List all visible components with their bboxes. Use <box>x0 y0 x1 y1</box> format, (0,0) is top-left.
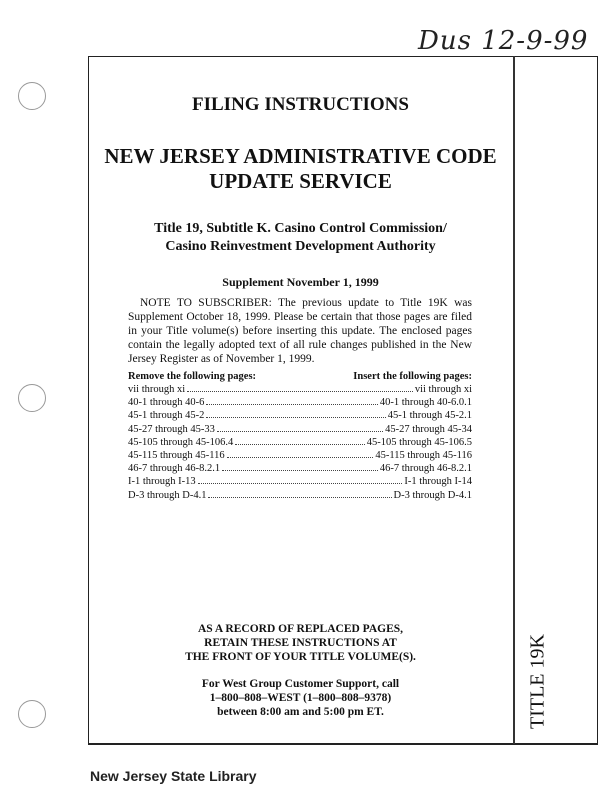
dot-leader <box>227 456 374 458</box>
table-row <box>128 489 472 502</box>
code-name <box>88 144 513 194</box>
insert-pages: I-1 through I-14 <box>404 476 472 488</box>
code-name-line: UPDATE SERVICE <box>209 169 392 193</box>
dot-leader <box>206 403 377 405</box>
handwritten-date-note: Dus 12-9-99 <box>418 26 589 56</box>
page-title: FILING INSTRUCTIONS <box>192 94 409 115</box>
code-name-line: NEW JERSEY ADMINISTRATIVE CODE <box>104 144 497 168</box>
side-tab-label: TITLE 19K <box>526 634 549 730</box>
remove-pages: D-3 through D-4.1 <box>128 489 207 501</box>
binder-hole <box>18 700 46 728</box>
remove-pages: 45-115 through 45-116 <box>128 450 225 462</box>
table-row <box>128 409 472 422</box>
supplement-date: Supplement November 1, 1999 <box>222 275 379 289</box>
binder-hole <box>18 82 46 110</box>
table-header <box>128 370 472 383</box>
subtitle-line: Title 19, Subtitle K. Casino Control Commission/ <box>154 221 447 236</box>
frame-bottom-rule <box>88 744 598 747</box>
dot-leader <box>208 496 391 498</box>
library-stamp: New Jersey State Library <box>90 768 257 784</box>
subtitle-line: Casino Reinvestment Development Authority <box>165 239 436 254</box>
insert-pages: 45-115 through 45-116 <box>375 450 472 462</box>
dot-leader <box>198 482 403 484</box>
dot-leader <box>235 443 364 445</box>
table-row <box>128 396 472 409</box>
binder-hole <box>18 384 46 412</box>
remove-pages: 45-105 through 45-106.4 <box>128 436 234 448</box>
table-row <box>128 436 472 449</box>
dot-leader <box>187 390 413 392</box>
record-notice-line: AS A RECORD OF REPLACED PAGES, <box>197 623 404 635</box>
record-notice <box>88 622 513 664</box>
support-line: For West Group Customer Support, call <box>201 678 400 690</box>
dot-leader <box>206 416 385 418</box>
insert-pages: 46-7 through 46-8.2.1 <box>379 463 472 475</box>
insert-pages: 40-1 through 40-6.0.1 <box>379 397 472 409</box>
table-row <box>128 475 472 488</box>
record-notice-line: THE FRONT OF YOUR TITLE VOLUME(S). <box>185 651 416 663</box>
subtitle <box>88 220 513 256</box>
insert-pages: D-3 through D-4.1 <box>393 489 472 501</box>
dot-leader <box>222 469 378 471</box>
customer-support-info <box>88 677 513 719</box>
remove-pages: 45-1 through 45-2 <box>128 410 205 422</box>
record-notice-line: RETAIN THESE INSTRUCTIONS AT <box>204 637 397 649</box>
insert-pages: 45-1 through 45-2.1 <box>387 410 472 422</box>
remove-pages: vii through xi <box>128 384 186 395</box>
remove-pages: 46-7 through 46-8.2.1 <box>128 463 221 475</box>
remove-column-header: Remove the following pages: <box>128 371 257 382</box>
insert-pages: 45-105 through 45-106.5 <box>366 436 472 448</box>
dot-leader <box>217 430 383 432</box>
support-hours: between 8:00 am and 5:00 pm ET. <box>217 706 384 718</box>
insert-pages: 45-27 through 45-34 <box>385 423 472 435</box>
insert-column-header: Insert the following pages: <box>353 371 472 382</box>
table-row <box>128 449 472 462</box>
subscriber-note: NOTE TO SUBSCRIBER: The previous update to Title 19K was Supplement October 18, 1999. Please be certain that those pages are filed in your Title volume(s) before inserting this update. The enclosed pages contain the legally adopted text of all rule changes published in the New Jersey Register as of November 1, 1999. <box>128 297 472 365</box>
remove-pages: I-1 through I-13 <box>128 476 196 488</box>
support-phone: 1–800–808–WEST (1–800–808–9378) <box>209 692 392 704</box>
table-row <box>128 462 472 475</box>
table-row <box>128 423 472 436</box>
remove-pages: 45-27 through 45-33 <box>128 423 215 435</box>
insert-pages: vii through xi <box>414 384 472 395</box>
table-row <box>128 383 472 396</box>
remove-pages: 40-1 through 40-6 <box>128 397 205 409</box>
page-replacement-table <box>128 370 472 502</box>
